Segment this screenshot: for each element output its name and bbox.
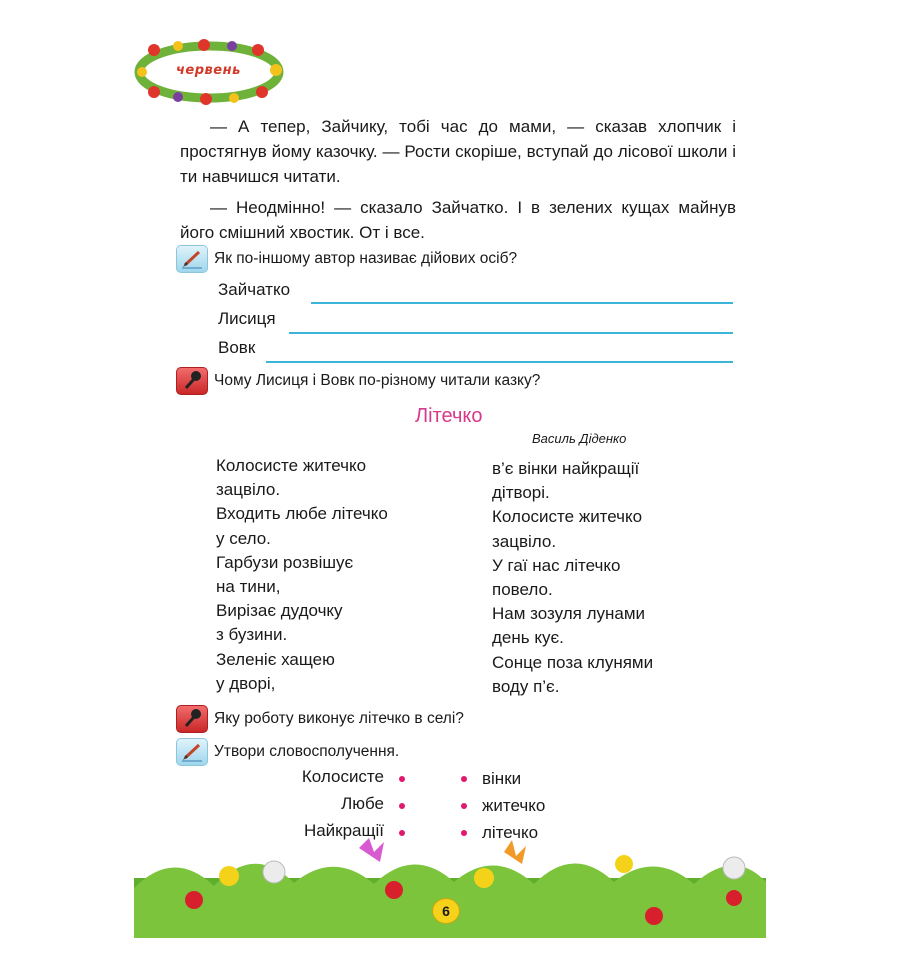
poem-line: воду п’є.: [492, 676, 560, 696]
task-question-1: [176, 245, 517, 273]
story-paragraph: — Неодмінно! — сказало Зайчатко. І в зелених кущах майнув його смішний хвостик. От і все.: [180, 198, 736, 242]
task-question-2: [176, 367, 540, 395]
poem-column-left: [216, 454, 388, 696]
poem-title: Літечко: [415, 405, 483, 427]
answer-line-2[interactable]: [289, 332, 733, 334]
poem-line: Входить любе літечко: [216, 504, 388, 524]
poem-line: Сонце поза клунями: [492, 652, 654, 672]
match-left-word: Колосисте: [301, 767, 384, 786]
match-dot-right[interactable]: [461, 803, 467, 809]
poem-line: Колосисте житечко: [216, 456, 367, 475]
poem-line: Зеленіє хащею: [216, 649, 335, 669]
task-question-4: [176, 738, 399, 766]
match-dot-left[interactable]: [399, 776, 405, 782]
page-number: 6: [432, 898, 460, 924]
poem-line: у село.: [216, 528, 271, 548]
answer-line-3[interactable]: [266, 361, 733, 363]
poem-line: з бузини.: [216, 625, 288, 645]
match-right-word: літечко: [482, 823, 539, 842]
task-question-text: Утвори словосполучення.: [214, 743, 400, 760]
poem-author: Василь Діденко: [532, 431, 627, 446]
match-right-word: житечко: [482, 796, 546, 815]
match-dot-left[interactable]: [399, 830, 405, 836]
match-dot-right[interactable]: [461, 776, 467, 782]
answer-label: Лисиця: [218, 309, 276, 328]
match-right-word: вінки: [482, 769, 522, 788]
answer-row-2: [218, 309, 276, 329]
match-dot-right[interactable]: [461, 830, 467, 836]
answer-line-1[interactable]: [311, 302, 733, 304]
match-left-word: Найкращії: [303, 821, 384, 840]
poem-line: дітворі.: [492, 483, 550, 503]
poem-line: У гаї нас літечко: [492, 555, 621, 575]
task-question-3: [176, 705, 464, 733]
poem-line: повело.: [492, 580, 553, 600]
poem-line: Колосисте житечко: [492, 507, 643, 527]
poem-line: Вирізає дудочку: [216, 601, 343, 621]
microphone-icon: [176, 705, 208, 733]
poem-line: день кує.: [492, 628, 564, 648]
poem-line: зацвіло.: [216, 480, 281, 500]
poem-line: Нам зозуля лунами: [492, 604, 646, 624]
answer-row-3: [218, 338, 255, 358]
answer-label: Зайчатко: [218, 280, 291, 299]
task-question-text: Яку роботу виконує літечко в селі?: [214, 710, 464, 727]
story-text: [180, 114, 736, 245]
poem-line: на тини,: [216, 577, 281, 597]
story-paragraph: — А тепер, Зайчику, тобі час до мами, — сказав хлопчик і простягнув йому казочку. — Рости скоріше, вступай до лісової школи і ти навчишся читати.: [180, 117, 736, 186]
match-left-word: Любе: [341, 794, 384, 813]
poem-column-right: [492, 457, 653, 699]
task-question-text: Як по-іншому автор називає дійових осіб?: [214, 250, 518, 267]
match-dot-left[interactable]: [399, 803, 405, 809]
answer-label: Вовк: [218, 338, 256, 357]
task-question-text: Чому Лисиця і Вовк по-різному читали казку?: [214, 372, 541, 389]
poem-line: у дворі,: [216, 673, 276, 693]
poem-line: Гарбузи розвішує: [216, 552, 354, 572]
poem-line: зацвіло.: [492, 531, 557, 551]
pencil-icon: [176, 738, 208, 766]
answer-row-1: [218, 280, 290, 300]
poem-line: в’є вінки найкращії: [492, 459, 640, 478]
month-label: червень: [176, 63, 241, 78]
pencil-icon: [176, 245, 208, 273]
microphone-icon: [176, 367, 208, 395]
